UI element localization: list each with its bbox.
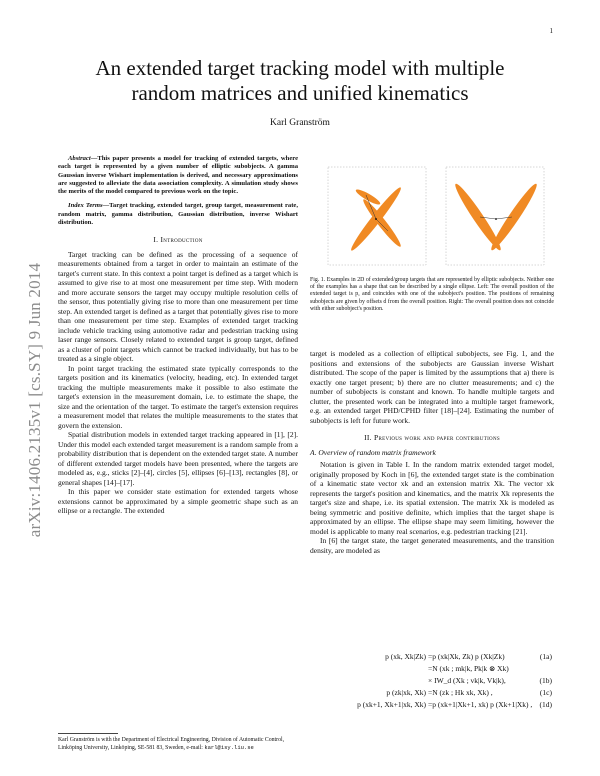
index-terms-text: —Target tracking, extended target, group target, measurement rate, random matrix, gamma distribution, Gaussian distribution, inverse Wishart distribution. — [58, 202, 298, 227]
equation-number: (1a) — [539, 652, 552, 661]
equation-row — [310, 675, 554, 687]
section-heading-introduction: I. Introduction — [153, 235, 203, 245]
index-terms — [58, 202, 298, 227]
equation-lhs: p (xk+1, Xk+1|xk, Xk) — [357, 700, 426, 709]
equation-row — [310, 663, 554, 675]
equation-rhs: =p (xk+1|Xk+1, xk) p (Xk+1|Xk) , — [428, 700, 533, 709]
subsection-heading: A. Overview of random matrix framework — [310, 447, 436, 457]
equation-lhs: p (xk, Xk|Zk) — [385, 652, 426, 661]
right-paragraph-1: target is modeled as a collection of elliptical subobjects, see Fig. 1, and the positions and extensions of the subobjects are Gaussian inverse Wishart distributed. The scope of the paper is limited by the assumptions that a) there is exactly one target present; b) there are no clutter measurements; and c) the number of subobjects is constant and known. To handle multiple targets and clutter, the presented work can be integrated into a multiple target framework, e.g. an extended target PHD/CPHD filter [18]–[24]. Estimating the number of subobjects is left for future work. — [310, 349, 554, 425]
footnote-rule — [58, 733, 118, 734]
right-paragraph-3: In [6] the target state, the target generated measurements, and the transition density, are modeled as — [310, 536, 554, 555]
figure-caption: Fig. 1. Examples in 2D of extended/group targets that are represented by elliptic subobjects. Neither one of the examples has a shape that can be described by a single ellipse. Left: The overall position of the extended target is p, and coincides with one of the subobject's position. The positions of remaining subobjects are given by offsets d from the overall position. Right: The overall position does not coincide with either subobject's position. — [310, 277, 554, 312]
intro-paragraph-3: Spatial distribution models in extended target tracking appeared in [1], [2]. Under this model each extended target measurement is a random sample from a probability distribution that is dependent on the extended target state. A number of different extended target models have been presented, where the targets are modeled as, e.g., sticks [2]–[4], circles [5], ellipses [6]–[13], rectangles [8], or general shapes [14]–[17]. — [58, 430, 298, 487]
abstract-text: —This paper presents a model for tracking of extended targets, where each target is represented by a given number of elliptic subobjects. A gamma Gaussian inverse Wishart implementation is derived, and necessary approximations are suggested to alleviate the data association complexity. A simulation study shows the merits of the model compared to previous work on the topic. — [58, 155, 298, 196]
intro-paragraph-4: In this paper we consider state estimation for extended targets whose extensions cannot be approximated by a simple geometric shape such as an ellipse or a rectangle. The extended — [58, 487, 298, 516]
figure-1 — [318, 163, 550, 271]
footnote — [58, 737, 298, 752]
page-number: 1 — [549, 27, 553, 35]
figure-left-panel — [328, 167, 426, 265]
equation-lhs: p (zk|xk, Xk) — [386, 688, 426, 697]
equation-number: (1d) — [539, 700, 552, 709]
equation-rhs: =p (xk|Xk, Zk) p (Xk|Zk) — [428, 652, 505, 661]
intro-paragraph-1: Target tracking can be defined as the processing of a sequence of measurements obtained from a target in order to maintain an estimate of the target's current state. In this context a point target is defined as a target which is assumed to give rise to at most one measurement per time step. With modern and more accurate sensors the target may occupy multiple resolution cells of the sensor, thus potentially giving rise to more than one measurement per time step. An extended target is defined as a target that potentially gives rise to more than one measurement per time step. Examples of extended target tracking include vehicle tracking using automotive radar and pedestrian tracking using laser range sensors. Closely related to extended target is group target, defined as a cluster of point targets which cannot be tracked individually, but has to be treated as a single object. — [58, 249, 298, 364]
title-line-2: random matrices and unified kinematics — [131, 81, 469, 105]
paper-title — [50, 56, 550, 106]
title-line-1: An extended target tracking model with multiple — [95, 56, 505, 80]
equation-rhs: × IW_d (Xk ; vk|k, Vk|k), — [428, 676, 506, 685]
section-heading-previous-work: II. Previous work and paper contributions — [364, 433, 500, 442]
equation-number: (1c) — [539, 688, 552, 697]
equation-row — [310, 651, 554, 663]
footnote-text: Karl Granström is with the Department of Electrical Engineering, Division of Automatic Control, Linköping University, Linköping, SE-581 83, Sweden, e-mail: — [58, 737, 285, 751]
right-column — [310, 349, 554, 555]
equation-row — [310, 699, 554, 711]
arxiv-stamp — [20, 210, 50, 590]
author: Karl Granström — [270, 118, 330, 128]
left-column — [58, 155, 298, 516]
abstract — [58, 155, 298, 196]
equation-number: (1b) — [539, 676, 552, 685]
equation-block — [310, 651, 554, 711]
right-paragraph-2: Notation is given in Table I. In the random matrix extended target model, originally proposed by Koch in [6], the extended target state is the combination of a kinematic state vector xk and an extension matrix Xk. The vector xk represents the target's position and kinematics, and the matrix Xk represents the target's size and shape, i.e. its spatial extension. The matrix Xk is modeled as being symmetric and positive definite, which implies that the target shape is approximated by an ellipse. The ellipse shape may seem limiting, however the model is applicable to many real scenarios, e.g. pedestrian tracking [21]. — [310, 460, 554, 536]
abstract-label: Abstract — [68, 155, 91, 162]
figure-right-panel — [446, 167, 544, 265]
arxiv-identifier: arXiv:1406.2135v1 [cs.SY] 9 Jun 2014 — [25, 262, 44, 538]
equation-rhs: =N (zk ; Hk xk, Xk) , — [428, 688, 493, 697]
equation-row — [310, 687, 554, 699]
equation-rhs: =N (xk ; mk|k, Pk|k ⊗ Xk) — [428, 664, 509, 673]
index-terms-label: Index Terms — [68, 202, 103, 210]
intro-paragraph-2: In point target tracking the estimated state typically corresponds to the targets position and its kinematics (velocity, heading, etc). In extended target tracking the multiple measurements make it possible to also estimate the target's extension in the measurement domain, i.e. to estimate the shape, the size and the orientation of the target. To estimate the target's extension requires a measurement model that relates the multiple measurements to the states that govern the extension. — [58, 363, 298, 430]
footnote-email: karl@isy.liu.se — [204, 744, 254, 751]
